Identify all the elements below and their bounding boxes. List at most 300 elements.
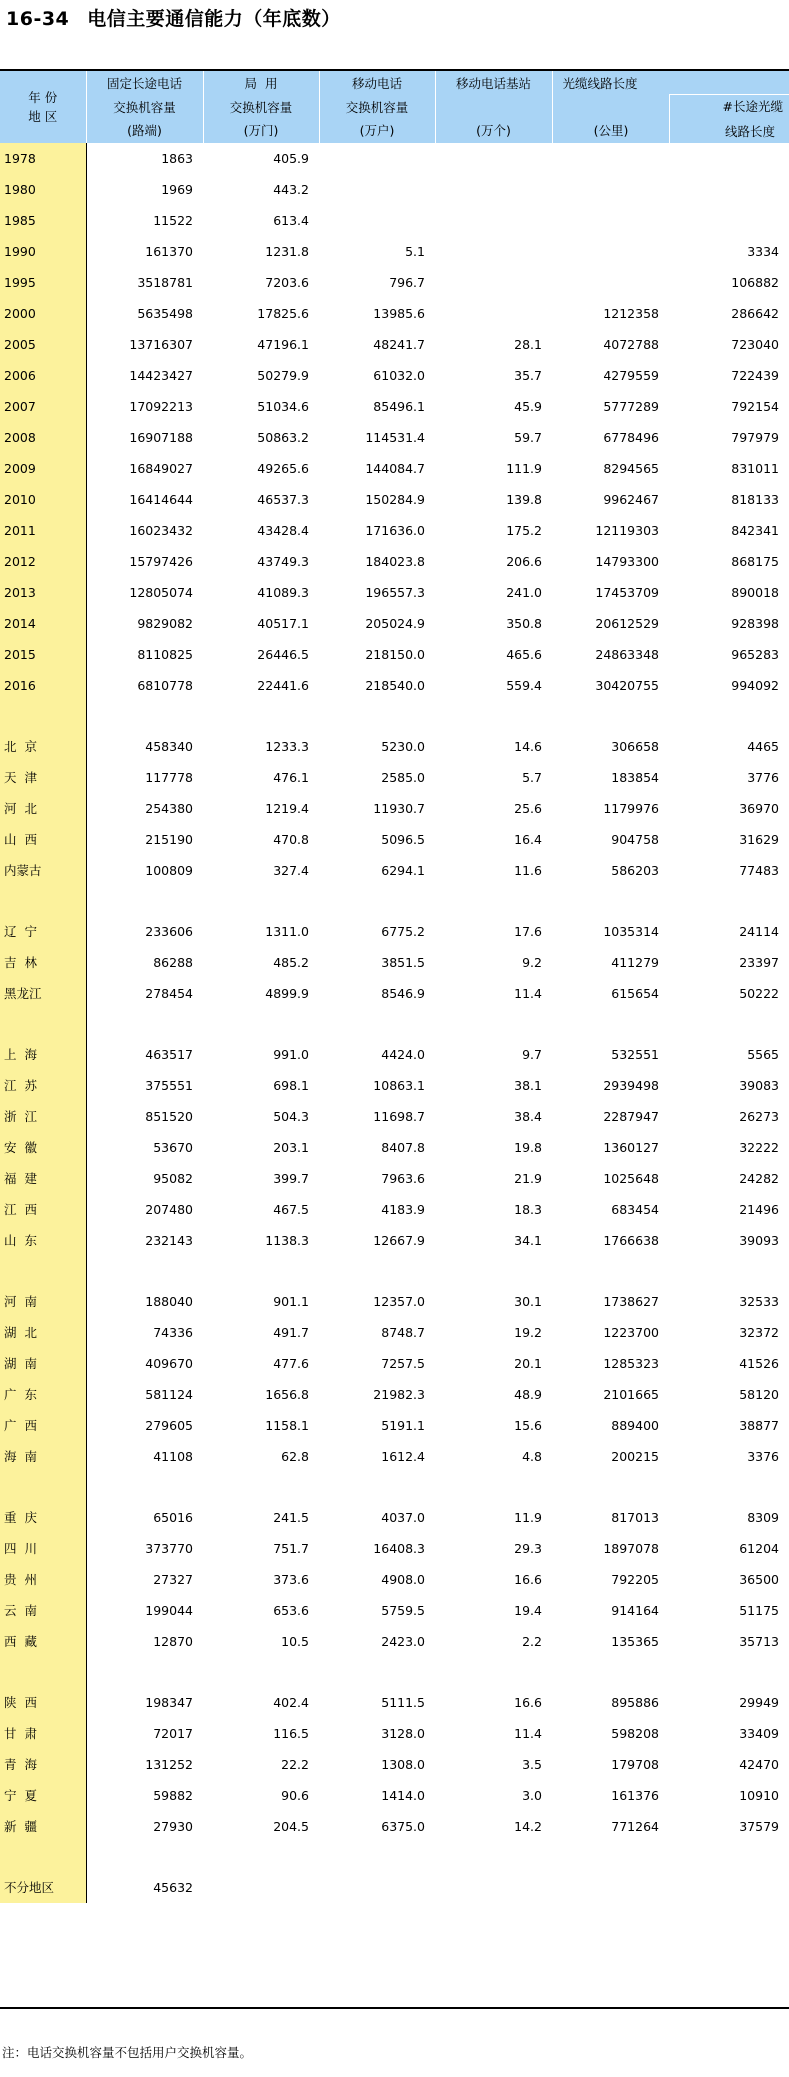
table-cell: 6775.2: [381, 924, 425, 939]
table-row: [0, 329, 789, 360]
table-cell: 3.5: [522, 1757, 542, 1772]
table-cell: 23397: [739, 955, 779, 970]
table-cell: 24114: [739, 924, 779, 939]
footnote: 注：电话交换机容量不包括用户交换机容量。: [2, 2045, 253, 2060]
table-cell: 16.6: [514, 1572, 542, 1587]
table-cell: 43749.3: [257, 554, 309, 569]
table-cell: 842341: [731, 523, 779, 538]
row-label: 山 东: [0, 1225, 86, 1256]
header-col1-unit: (路端): [127, 123, 162, 138]
row-label: 1990: [0, 236, 86, 267]
table-cell: 405.9: [273, 151, 309, 166]
row-label: 辽 宁: [0, 916, 86, 947]
table-cell: 51175: [739, 1603, 779, 1618]
table-cell: 9.2: [522, 955, 542, 970]
table-body: [0, 143, 789, 1903]
table-cell: 327.4: [273, 863, 309, 878]
table-row: [0, 1780, 789, 1811]
table-cell: 183854: [611, 770, 659, 785]
table-cell: 161376: [611, 1788, 659, 1803]
table-cell: 26446.5: [257, 647, 309, 662]
table-cell: 6294.1: [381, 863, 425, 878]
table-cell: 5096.5: [381, 832, 425, 847]
table-cell: 45632: [153, 1880, 193, 1895]
table-cell: 29.3: [514, 1541, 542, 1556]
table-cell: [435, 267, 552, 298]
table-cell: 35713: [739, 1634, 779, 1649]
table-cell: 965283: [731, 647, 779, 662]
table-title-text: 电信主要通信能力（年底数）: [87, 8, 341, 30]
table-cell: 458340: [145, 739, 193, 754]
header-fixed-long-distance: [86, 71, 203, 143]
table-cell: 16408.3: [373, 1541, 425, 1556]
table-cell: 7203.6: [265, 275, 309, 290]
row-label: 2016: [0, 670, 86, 701]
table-cell: 467.5: [273, 1202, 309, 1217]
table-row: [0, 1441, 789, 1472]
row-label: 福 建: [0, 1163, 86, 1194]
table-cell: 2585.0: [381, 770, 425, 785]
row-label: 吉 林: [0, 947, 86, 978]
table-row: [0, 298, 789, 329]
row-label: 北 京: [0, 731, 86, 762]
table-cell: 35.7: [514, 368, 542, 383]
table-row: [0, 1163, 789, 1194]
table-cell: [319, 174, 435, 205]
table-cell: 463517: [145, 1047, 193, 1062]
row-label: 浙 江: [0, 1101, 86, 1132]
group-spacer: [0, 701, 789, 731]
table-row: [0, 546, 789, 577]
table-cell: 203.1: [273, 1140, 309, 1155]
table-cell: 26273: [739, 1109, 779, 1124]
table-cell: 4279559: [603, 368, 659, 383]
table-cell: 179708: [611, 1757, 659, 1772]
header-local-switch: [203, 71, 319, 143]
table-row: [0, 1533, 789, 1564]
header-col2-unit: (万门): [243, 123, 279, 138]
table-row: [0, 824, 789, 855]
table-cell: 14423427: [129, 368, 193, 383]
table-row: [0, 731, 789, 762]
table-cell: 38.4: [514, 1109, 542, 1124]
table-row: [0, 1687, 789, 1718]
row-label: 河 南: [0, 1286, 86, 1317]
table-cell: [552, 1872, 669, 1903]
table-cell: 5635498: [137, 306, 193, 321]
header-optical-cable: [552, 71, 789, 143]
table-cell: 16023432: [129, 523, 193, 538]
table-cell: [669, 1872, 789, 1903]
table-cell: 43428.4: [257, 523, 309, 538]
table-cell: 21.9: [514, 1171, 542, 1186]
table-cell: 792154: [731, 399, 779, 414]
table-cell: 5230.0: [381, 739, 425, 754]
table-cell: [552, 236, 669, 267]
table-cell: 215190: [145, 832, 193, 847]
table-cell: 90.6: [281, 1788, 309, 1803]
table-cell: 72017: [153, 1726, 193, 1741]
table-cell: 914164: [611, 1603, 659, 1618]
table-cell: 890018: [731, 585, 779, 600]
table-cell: 1025648: [603, 1171, 659, 1186]
table-cell: 443.2: [273, 182, 309, 197]
table-cell: 19.8: [514, 1140, 542, 1155]
table-cell: 1612.4: [381, 1449, 425, 1464]
table-cell: 86288: [153, 955, 193, 970]
group-spacer: [0, 1657, 789, 1687]
table-cell: 36500: [739, 1572, 779, 1587]
table-cell: [435, 174, 552, 205]
table-cell: 41089.3: [257, 585, 309, 600]
table-row: [0, 1502, 789, 1533]
header-col1-line1: 固定长途电话: [106, 76, 182, 91]
table-cell: 53670: [153, 1140, 193, 1155]
table-row: [0, 855, 789, 886]
table-cell: 95082: [153, 1171, 193, 1186]
table-row: [0, 639, 789, 670]
table-cell: 16.4: [514, 832, 542, 847]
row-label: 贵 州: [0, 1564, 86, 1595]
table-cell: [669, 174, 789, 205]
table-cell: 1311.0: [265, 924, 309, 939]
table-cell: 3518781: [137, 275, 193, 290]
row-label: 2005: [0, 329, 86, 360]
table-cell: 11522: [153, 213, 193, 228]
table-cell: 16.6: [514, 1695, 542, 1710]
table-cell: 135365: [611, 1634, 659, 1649]
table-cell: 1138.3: [265, 1233, 309, 1248]
table-cell: 470.8: [273, 832, 309, 847]
table-cell: 59.7: [514, 430, 542, 445]
table-cell: 771264: [611, 1819, 659, 1834]
table-row: [0, 1410, 789, 1441]
header-region: [0, 71, 86, 143]
table-cell: 491.7: [273, 1325, 309, 1340]
table-cell: 2287947: [603, 1109, 659, 1124]
table-cell: 6778496: [603, 430, 659, 445]
header-col2-line2: 交换机容量: [229, 99, 293, 115]
table-cell: 38877: [739, 1418, 779, 1433]
table-cell: 45.9: [514, 399, 542, 414]
table-cell: 51034.6: [257, 399, 309, 414]
table-cell: 48241.7: [373, 337, 425, 352]
table-cell: 58120: [739, 1387, 779, 1402]
row-label: 2010: [0, 484, 86, 515]
table-cell: 131252: [145, 1757, 193, 1772]
bottom-rule: [0, 2007, 789, 2009]
group-spacer: [0, 1009, 789, 1039]
table-cell: 1863: [161, 151, 193, 166]
table-cell: 48.9: [514, 1387, 542, 1402]
table-cell: 4424.0: [381, 1047, 425, 1062]
table-cell: [203, 1872, 319, 1903]
table-cell: [552, 267, 669, 298]
table-cell: 1231.8: [265, 244, 309, 259]
table-cell: 485.2: [273, 955, 309, 970]
table-cell: 8294565: [603, 461, 659, 476]
table-cell: 792205: [611, 1572, 659, 1587]
table-cell: 504.3: [273, 1109, 309, 1124]
table-cell: 24863348: [595, 647, 659, 662]
row-label: 陕 西: [0, 1687, 86, 1718]
table-row: [0, 1749, 789, 1780]
table-cell: 29949: [739, 1695, 779, 1710]
header-col1-line2: 交换机容量: [113, 99, 176, 115]
table-cell: 4037.0: [381, 1510, 425, 1525]
table-cell: 4899.9: [265, 986, 309, 1001]
table-cell: 1414.0: [381, 1788, 425, 1803]
table-cell: 818133: [731, 492, 779, 507]
table-cell: 111.9: [506, 461, 542, 476]
table-row: [0, 1718, 789, 1749]
header-col3-line1: 移动电话: [351, 76, 402, 91]
table-cell: 8748.7: [381, 1325, 425, 1340]
row-label: 安 徽: [0, 1132, 86, 1163]
row-label: 宁 夏: [0, 1780, 86, 1811]
table-cell: 586203: [611, 863, 659, 878]
table-cell: 38.1: [514, 1078, 542, 1093]
table-cell: 74336: [153, 1325, 193, 1340]
header-col5-line1: 光缆线路长度: [562, 76, 638, 91]
table-row: [0, 1626, 789, 1657]
table-cell: 41108: [153, 1449, 193, 1464]
table-cell: [319, 205, 435, 236]
table-cell: 27327: [153, 1572, 193, 1587]
table-cell: 12119303: [595, 523, 659, 538]
row-label: 不分地区: [0, 1872, 86, 1903]
table-cell: 1308.0: [381, 1757, 425, 1772]
row-label: 2008: [0, 422, 86, 453]
table-cell: 4465: [747, 739, 779, 754]
table-cell: 831011: [731, 461, 779, 476]
row-label: 1978: [0, 143, 86, 174]
table-cell: 50863.2: [257, 430, 309, 445]
table-cell: 1212358: [603, 306, 659, 321]
table-row: [0, 391, 789, 422]
table-cell: 16849027: [129, 461, 193, 476]
header-long-distance-cable: [669, 94, 789, 144]
group-spacer: [0, 1472, 789, 1502]
table-cell: 1223700: [603, 1325, 659, 1340]
group-spacer: [0, 886, 789, 916]
table-cell: 994092: [731, 678, 779, 693]
table-cell: 402.4: [273, 1695, 309, 1710]
table-cell: 17.6: [514, 924, 542, 939]
table-row: [0, 1101, 789, 1132]
table-cell: 49265.6: [257, 461, 309, 476]
header-col5-unit: (公里): [593, 123, 629, 138]
table-cell: [435, 205, 552, 236]
table-cell: 5.1: [405, 244, 425, 259]
row-label: 江 苏: [0, 1070, 86, 1101]
table-cell: 1158.1: [265, 1418, 309, 1433]
table-cell: 116.5: [273, 1726, 309, 1741]
row-label: 甘 肃: [0, 1718, 86, 1749]
row-label: 天 津: [0, 762, 86, 793]
row-label: 内蒙古: [0, 855, 86, 886]
row-label: 2012: [0, 546, 86, 577]
table-cell: 991.0: [273, 1047, 309, 1062]
table-cell: 11.4: [514, 986, 542, 1001]
table-cell: 32222: [739, 1140, 779, 1155]
table-cell: 12805074: [129, 585, 193, 600]
table-cell: 218150.0: [365, 647, 425, 662]
table-row: [0, 484, 789, 515]
table-cell: 20.1: [514, 1356, 542, 1371]
row-label: 2015: [0, 639, 86, 670]
table-row: [0, 1194, 789, 1225]
table-cell: 199044: [145, 1603, 193, 1618]
table-cell: 24282: [739, 1171, 779, 1186]
row-label: 海 南: [0, 1441, 86, 1472]
header-mobile-switch: [319, 71, 435, 143]
table-cell: 241.0: [506, 585, 542, 600]
table-cell: 37579: [739, 1819, 779, 1834]
table-cell: 59882: [153, 1788, 193, 1803]
row-label: 河 北: [0, 793, 86, 824]
table-number: 16-34: [6, 8, 70, 30]
table-cell: [552, 205, 669, 236]
row-label: 黑龙江: [0, 978, 86, 1009]
table-cell: 4.8: [522, 1449, 542, 1464]
table-cell: 10.5: [281, 1634, 309, 1649]
table-cell: 465.6: [506, 647, 542, 662]
table-row: [0, 1070, 789, 1101]
table-cell: 30.1: [514, 1294, 542, 1309]
table-cell: 46537.3: [257, 492, 309, 507]
table-cell: 6810778: [137, 678, 193, 693]
table-cell: 62.8: [281, 1449, 309, 1464]
table-cell: 11.9: [514, 1510, 542, 1525]
table-header: [0, 71, 789, 143]
table-cell: [669, 205, 789, 236]
table-cell: 9962467: [603, 492, 659, 507]
row-label: 广 西: [0, 1410, 86, 1441]
table-cell: 14.2: [514, 1819, 542, 1834]
row-label: 西 藏: [0, 1626, 86, 1657]
table-cell: 17092213: [129, 399, 193, 414]
table-cell: 306658: [611, 739, 659, 754]
table-row: [0, 1811, 789, 1842]
table-row: [0, 762, 789, 793]
table-cell: 1738627: [603, 1294, 659, 1309]
table-cell: 65016: [153, 1510, 193, 1525]
table-row: [0, 1225, 789, 1256]
table-cell: 21982.3: [373, 1387, 425, 1402]
table-cell: 15797426: [129, 554, 193, 569]
table-cell: 279605: [145, 1418, 193, 1433]
table-cell: 3776: [747, 770, 779, 785]
table-cell: 39083: [739, 1078, 779, 1093]
table-cell: 21496: [739, 1202, 779, 1217]
table-cell: 150284.9: [365, 492, 425, 507]
table-cell: 34.1: [514, 1233, 542, 1248]
table-cell: 85496.1: [373, 399, 425, 414]
table-cell: 889400: [611, 1418, 659, 1433]
row-label: 2011: [0, 515, 86, 546]
table-cell: 233606: [145, 924, 193, 939]
table-cell: 1219.4: [265, 801, 309, 816]
table-cell: 12667.9: [373, 1233, 425, 1248]
table-cell: [552, 143, 669, 174]
table-cell: 5.7: [522, 770, 542, 785]
table-cell: 22441.6: [257, 678, 309, 693]
table-row: [0, 205, 789, 236]
table-row: [0, 1379, 789, 1410]
header-region-line1: 年 份: [28, 90, 58, 105]
table-cell: 1035314: [603, 924, 659, 939]
table-cell: 17453709: [595, 585, 659, 600]
table-cell: 15.6: [514, 1418, 542, 1433]
table-row: [0, 515, 789, 546]
row-label: 2006: [0, 360, 86, 391]
table-cell: 350.8: [506, 616, 542, 631]
page-title: [6, 4, 341, 31]
table-cell: 10910: [739, 1788, 779, 1803]
table-cell: 5759.5: [381, 1603, 425, 1618]
row-label: 1980: [0, 174, 86, 205]
table-row: [0, 1595, 789, 1626]
table-cell: 50222: [739, 986, 779, 1001]
table-cell: 683454: [611, 1202, 659, 1217]
table-cell: 184023.8: [365, 554, 425, 569]
table-cell: 11.6: [514, 863, 542, 878]
table-cell: [319, 143, 435, 174]
table-row: [0, 360, 789, 391]
table-cell: 22.2: [281, 1757, 309, 1772]
table-cell: [669, 143, 789, 174]
table-cell: 409670: [145, 1356, 193, 1371]
table-row: [0, 236, 789, 267]
table-cell: 204.5: [273, 1819, 309, 1834]
table-cell: 20612529: [595, 616, 659, 631]
table-cell: 13716307: [129, 337, 193, 352]
table-cell: 9829082: [137, 616, 193, 631]
table-cell: 476.1: [273, 770, 309, 785]
table-cell: 14.6: [514, 739, 542, 754]
table-row: [0, 1564, 789, 1595]
table-cell: 16907188: [129, 430, 193, 445]
table-cell: 5191.1: [381, 1418, 425, 1433]
table-cell: 10863.1: [373, 1078, 425, 1093]
table-cell: 47196.1: [257, 337, 309, 352]
table-cell: 615654: [611, 986, 659, 1001]
row-label: 青 海: [0, 1749, 86, 1780]
header-col2-line1: 局 用: [244, 76, 278, 91]
table-row: [0, 670, 789, 701]
table-cell: 114531.4: [365, 430, 425, 445]
table-cell: 11930.7: [373, 801, 425, 816]
table-cell: 7963.6: [381, 1171, 425, 1186]
table-cell: 17825.6: [257, 306, 309, 321]
table-cell: [435, 298, 552, 329]
table-cell: 206.6: [506, 554, 542, 569]
table-cell: 532551: [611, 1047, 659, 1062]
table-cell: 1233.3: [265, 739, 309, 754]
table-cell: 198347: [145, 1695, 193, 1710]
table-cell: [435, 143, 552, 174]
table-row: [0, 1132, 789, 1163]
table-cell: 200215: [611, 1449, 659, 1464]
table-cell: 205024.9: [365, 616, 425, 631]
table-cell: 904758: [611, 832, 659, 847]
header-col6-line1: #长途光缆: [722, 99, 783, 114]
group-spacer: [0, 1256, 789, 1286]
table-cell: 4908.0: [381, 1572, 425, 1587]
table-cell: 27930: [153, 1819, 193, 1834]
table-row: [0, 1348, 789, 1379]
